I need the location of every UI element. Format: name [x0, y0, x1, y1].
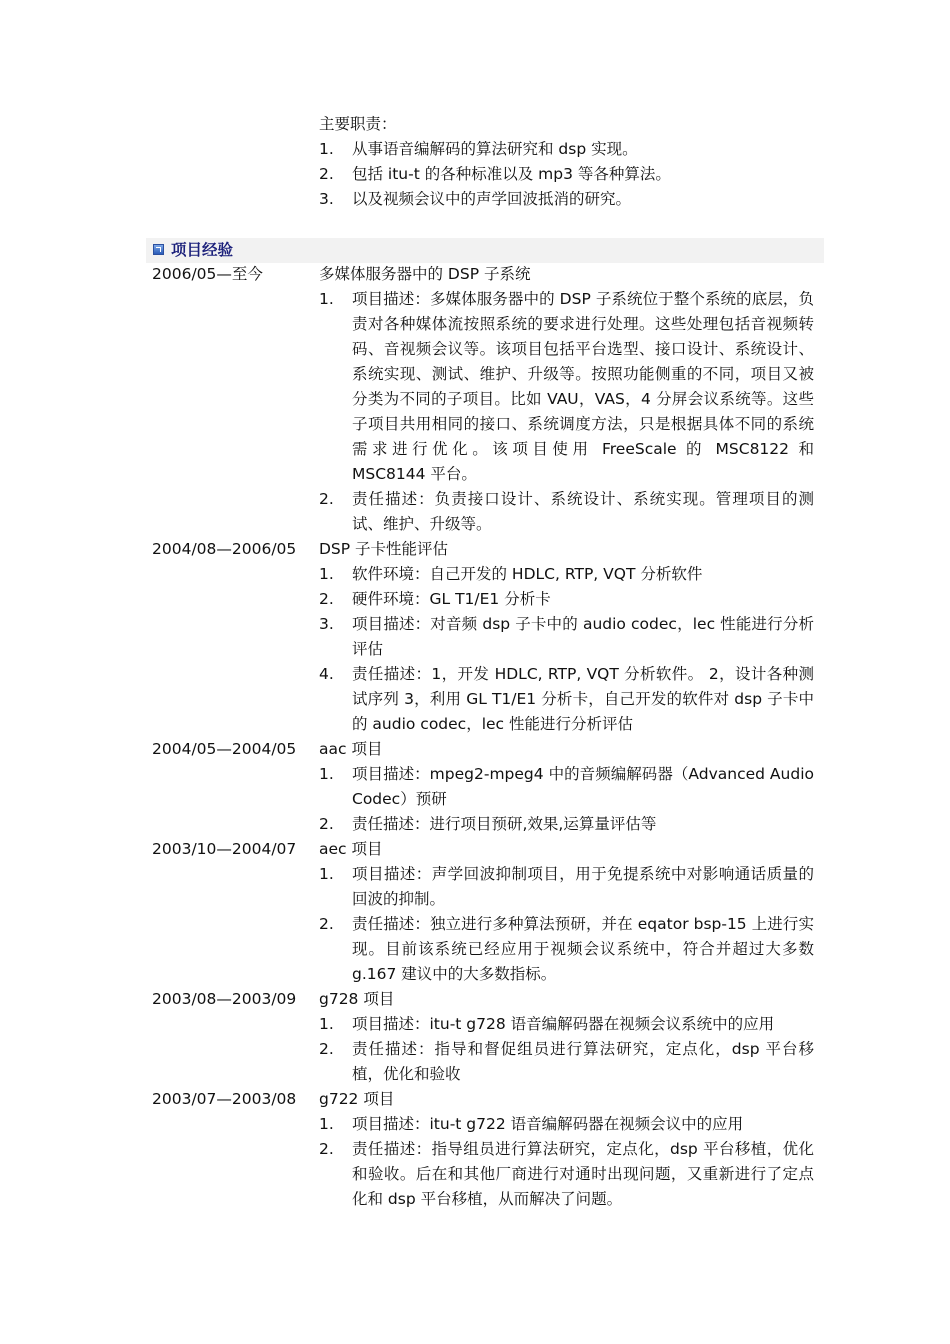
- list-item: 2. 包括 itu-t 的各种标准以及 mp3 等各种算法。: [319, 165, 671, 183]
- project-title: aec 项目: [319, 840, 383, 858]
- project-entry: [152, 262, 820, 537]
- section-header-bar: [146, 238, 824, 263]
- project-date: 2006/05—至今: [152, 265, 263, 283]
- list-item: 1. 项目描述：mpeg2-mpeg4 中的音频编解码器（Advanced Audio Codec）预研: [319, 765, 814, 808]
- list-item: 1. 项目描述：itu-t g728 语音编解码器在视频会议系统中的应用: [319, 1015, 775, 1033]
- project-entry: [152, 987, 820, 1087]
- project-title: 多媒体服务器中的 DSP 子系统: [319, 265, 531, 283]
- project-entry: [152, 537, 820, 737]
- project-entry: [152, 837, 820, 987]
- project-date: 2004/05—2004/05: [152, 740, 297, 758]
- list-item: 1. 软件环境：自己开发的 HDLC, RTP, VQT 分析软件: [319, 565, 703, 583]
- project-entry: [152, 737, 820, 837]
- project-date: 2004/08—2006/05: [152, 540, 297, 558]
- responsibilities-list: [319, 137, 819, 212]
- section-arrow-icon: [153, 244, 164, 255]
- responsibilities-block: [319, 112, 819, 212]
- list-item: 2. 硬件环境：GL T1/E1 分析卡: [319, 590, 551, 608]
- project-date: 2003/08—2003/09: [152, 990, 297, 1008]
- list-item: 1. 项目描述：声学回波抑制项目，用于免提系统中对影响通话质量的回波的抑制。: [319, 865, 814, 908]
- list-item: 1. 从事语音编解码的算法研究和 dsp 实现。: [319, 140, 638, 158]
- list-item: 2. 责任描述：指导和督促组员进行算法研究，定点化，dsp 平台移植，优化和验收: [319, 1040, 814, 1083]
- project-title: DSP 子卡性能评估: [319, 540, 449, 558]
- project-date: 2003/10—2004/07: [152, 840, 297, 858]
- project-entry: [152, 1087, 820, 1212]
- list-item: 3. 以及视频会议中的声学回波抵消的研究。: [319, 190, 632, 208]
- list-item: 3. 项目描述：对音频 dsp 子卡中的 audio codec，lec 性能进行分析评估: [319, 615, 814, 658]
- project-list: [152, 262, 820, 1212]
- project-title: g728 项目: [319, 990, 395, 1008]
- list-item: 4. 责任描述：1，开发 HDLC, RTP, VQT 分析软件。 2，设计各种测试序列 3，利用 GL T1/E1 分析卡，自己开发的软件对 dsp 子卡中的 audio codec，lec 性能进行分析评估: [319, 665, 814, 733]
- list-item: 1. 项目描述：itu-t g722 语音编解码器在视频会议中的应用: [319, 1115, 744, 1133]
- responsibilities-heading: 主要职责：: [319, 115, 397, 133]
- project-date: 2003/07—2003/08: [152, 1090, 297, 1108]
- list-item: 1. 项目描述：多媒体服务器中的 DSP 子系统位于整个系统的底层，负责对各种媒体流按照系统的要求进行处理。这些处理包括音视频转码、音视频会议等。该项目包括平台选型、接口设计、系统设计、系统实现、测试、维护、升级等。按照功能侧重的不同，项目又被分类为不同的子项目。比如 VAU，VAS，4 分屏会议系统等。这些子项目共用相同的接口、系统调度方法，只是根据具体不同的系统需求进行优化。该项目使用 FreeScale 的 MSC8122 和 MSC8144 平台。: [319, 290, 814, 483]
- project-title: g722 项目: [319, 1090, 395, 1108]
- list-item: 2. 责任描述：进行项目预研,效果,运算量评估等: [319, 815, 657, 833]
- list-item: 2. 责任描述：指导组员进行算法研究，定点化，dsp 平台移植，优化和验收。后在和其他厂商进行对通时出现问题，又重新进行了定点化和 dsp 平台移植，从而解决了问题。: [319, 1140, 814, 1208]
- list-item: 2. 责任描述：独立进行多种算法预研，并在 eqator bsp-15 上进行实现。目前该系统已经应用于视频会议系统中，符合并超过大多数 g.167 建议中的大多数指标。: [319, 915, 814, 983]
- list-item: 2. 责任描述：负责接口设计、系统设计、系统实现。管理项目的测试、维护、升级等。: [319, 490, 814, 533]
- project-title: aac 项目: [319, 740, 383, 758]
- section-title: 项目经验: [171, 241, 234, 259]
